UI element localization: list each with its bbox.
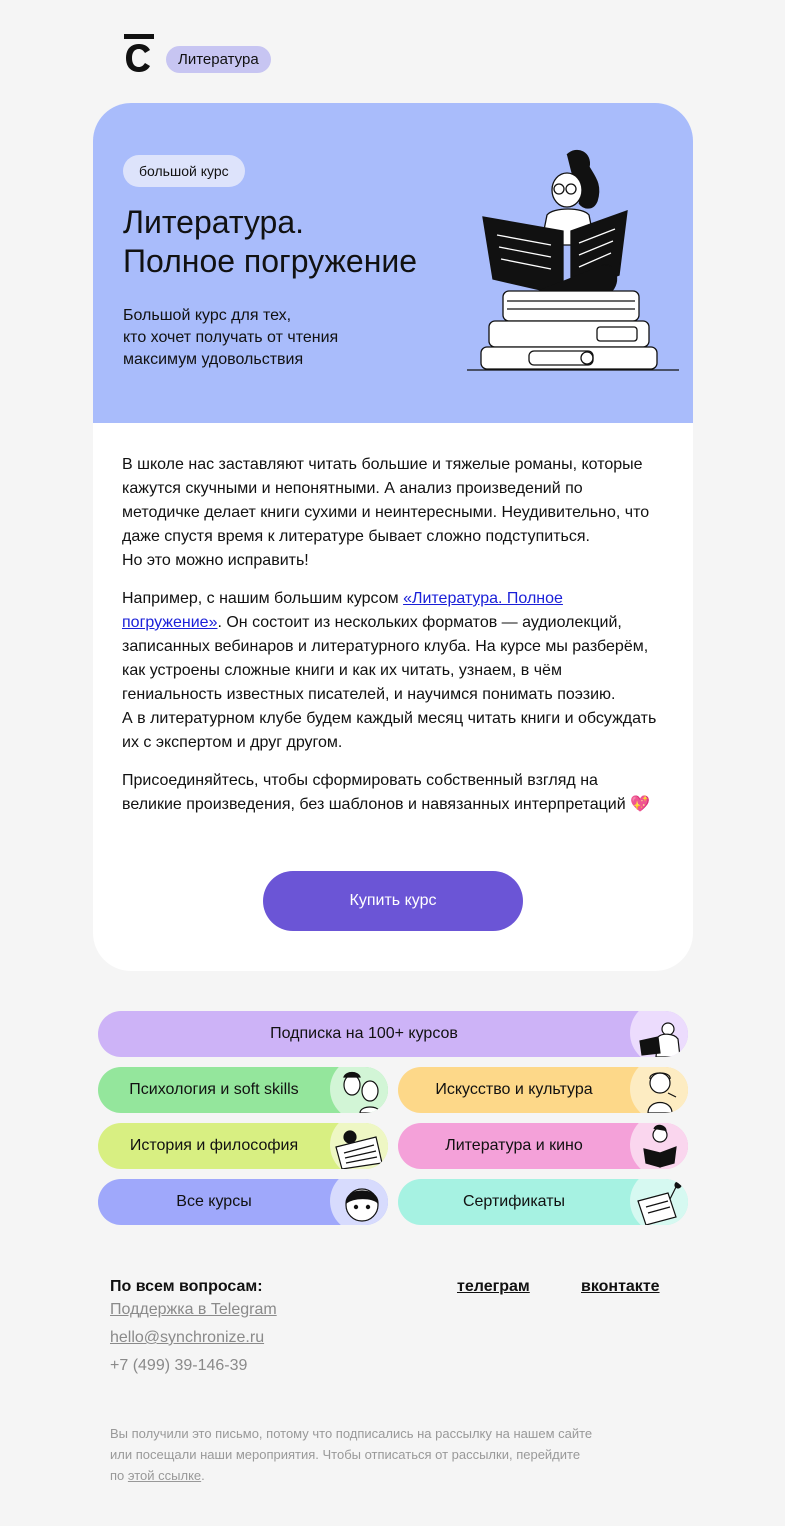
course-card	[93, 103, 693, 971]
reading-woman-illustration	[467, 145, 679, 371]
subscription-pill[interactable]: Подписка на 100+ курсов	[98, 1011, 688, 1057]
description-paragraph-2: Например, с нашим большим курсом «Литература. Полное погружение». Он состоит из нескольких форматов — аудиолекций, записанных вебинаров и литературного клуба. На курсе мы разберём, как устроены сложные книги и как их читать, узнаем, в чём гениальность известных писателей, и научимся понимать поэзию. А в литературном клубе будем каждый месяц читать книги и обсуждать их с экспертом и друг другом.	[122, 590, 657, 751]
course-type-chip: большой курс	[123, 155, 245, 187]
hero-title: Литература. Полное погружение	[123, 204, 418, 279]
faces-icon	[330, 1067, 388, 1113]
certificate-icon	[630, 1179, 688, 1225]
email-link[interactable]: hello@synchronize.ru	[110, 1329, 265, 1346]
unsubscribe-notice: Вы получили это письмо, потому что подписались на рассылку на нашем сайте или посещали наши мероприятия. Чтобы отписаться от рассылки, перейдите по этой ссылке.	[110, 1426, 593, 1483]
psychology-pill[interactable]: Психология и soft skills	[98, 1067, 388, 1113]
newspaper-icon	[330, 1123, 388, 1169]
telegram-support-link[interactable]: Поддержка в Telegram	[110, 1301, 277, 1318]
description-paragraph-3: Присоединяйтесь, чтобы сформировать собственный взгляд на великие произведения, без шаблонов и навязанных интерпретаций 💖	[122, 772, 651, 813]
buy-course-button[interactable]: Купить курс	[263, 871, 523, 931]
portrait-icon	[630, 1067, 688, 1113]
category-tag[interactable]: Литература	[166, 46, 271, 73]
footer-heading: По всем вопросам:	[110, 1278, 263, 1295]
art-pill[interactable]: Искусство и культура	[398, 1067, 688, 1113]
telegram-link[interactable]: телеграм	[457, 1278, 530, 1295]
unsubscribe-link[interactable]: этой ссылке	[127, 1468, 202, 1483]
reader-icon	[630, 1011, 688, 1057]
heart-icon: 💖	[630, 796, 651, 813]
history-pill[interactable]: История и философия	[98, 1123, 388, 1169]
logo[interactable]	[122, 34, 156, 74]
face-icon	[330, 1179, 388, 1225]
certificates-pill[interactable]: Сертификаты	[398, 1179, 688, 1225]
vk-link[interactable]: вконтакте	[581, 1278, 660, 1295]
book-reader-icon	[630, 1123, 688, 1169]
literature-pill[interactable]: Литература и кино	[398, 1123, 688, 1169]
course-link[interactable]: «Литература. Полное погружение»	[122, 590, 563, 631]
hero-banner	[93, 103, 693, 423]
phone-number: +7 (499) 39-146-39	[110, 1357, 248, 1374]
hero-subtitle: Большой курс для тех, кто хочет получать от чтения максимум удовольствия	[123, 307, 339, 368]
description-paragraph-1: В школе нас заставляют читать большие и тяжелые романы, которые кажутся скучными и непонятными. А анализ произведений по методичке делает книги сухими и неинтересными. Неудивительно, что даже спустя время к литературе бывает сложно подступиться. Но это можно исправить!	[122, 456, 650, 569]
all-courses-pill[interactable]: Все курсы	[98, 1179, 388, 1225]
header	[122, 34, 166, 74]
course-description	[122, 453, 662, 831]
